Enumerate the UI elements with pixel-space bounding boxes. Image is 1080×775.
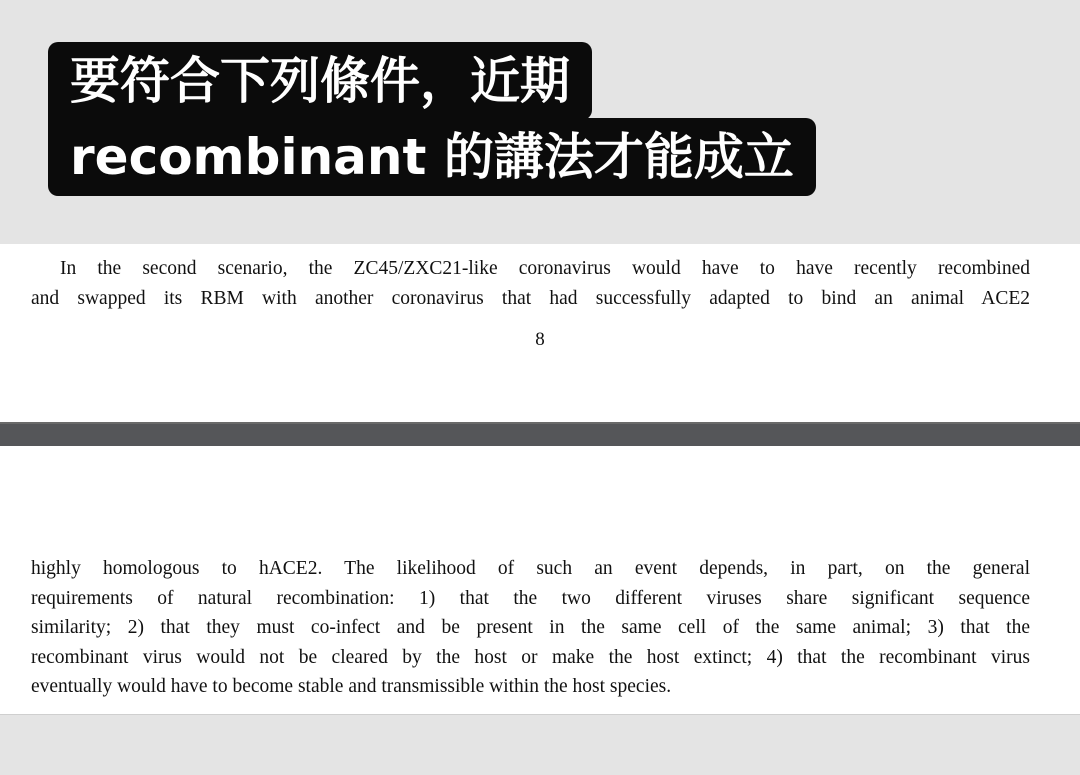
page1-paragraph (31, 254, 1030, 313)
text-line: In the second scenario, the ZC45/ZXC21-like coronavirus would have to have recently recombined (60, 258, 1030, 279)
text-line: and swapped its RBM with another coronavirus that had successfully adapted to bind an animal ACE2 (31, 287, 1030, 309)
bottom-background (0, 714, 1080, 775)
document-page-1 (0, 244, 1080, 422)
text-line: similarity; 2) that they must co-infect and be present in the same cell of the same animal; 3) that the (31, 617, 1030, 638)
text-line: recombinant virus would not be cleared by the host or make the host extinct; 4) that the recombinant virus (31, 646, 1030, 668)
text-line: eventually would have to become stable and transmissible within the host species. (31, 676, 672, 697)
page2-paragraph (31, 554, 1030, 702)
page-divider (0, 422, 1080, 448)
text-line: highly homologous to hACE2. The likelihood of such an event depends, in part, on the general (31, 558, 1030, 579)
page-number: 8 (535, 329, 545, 350)
caption-line-2: recombinant 的講法才能成立 (48, 118, 816, 196)
caption-overlay (48, 42, 816, 196)
caption-line-1: 要符合下列條件，近期 (48, 42, 592, 120)
text-line: requirements of natural recombination: 1) that the two different viruses share significant sequence (31, 587, 1030, 609)
document-page-2 (0, 446, 1080, 714)
